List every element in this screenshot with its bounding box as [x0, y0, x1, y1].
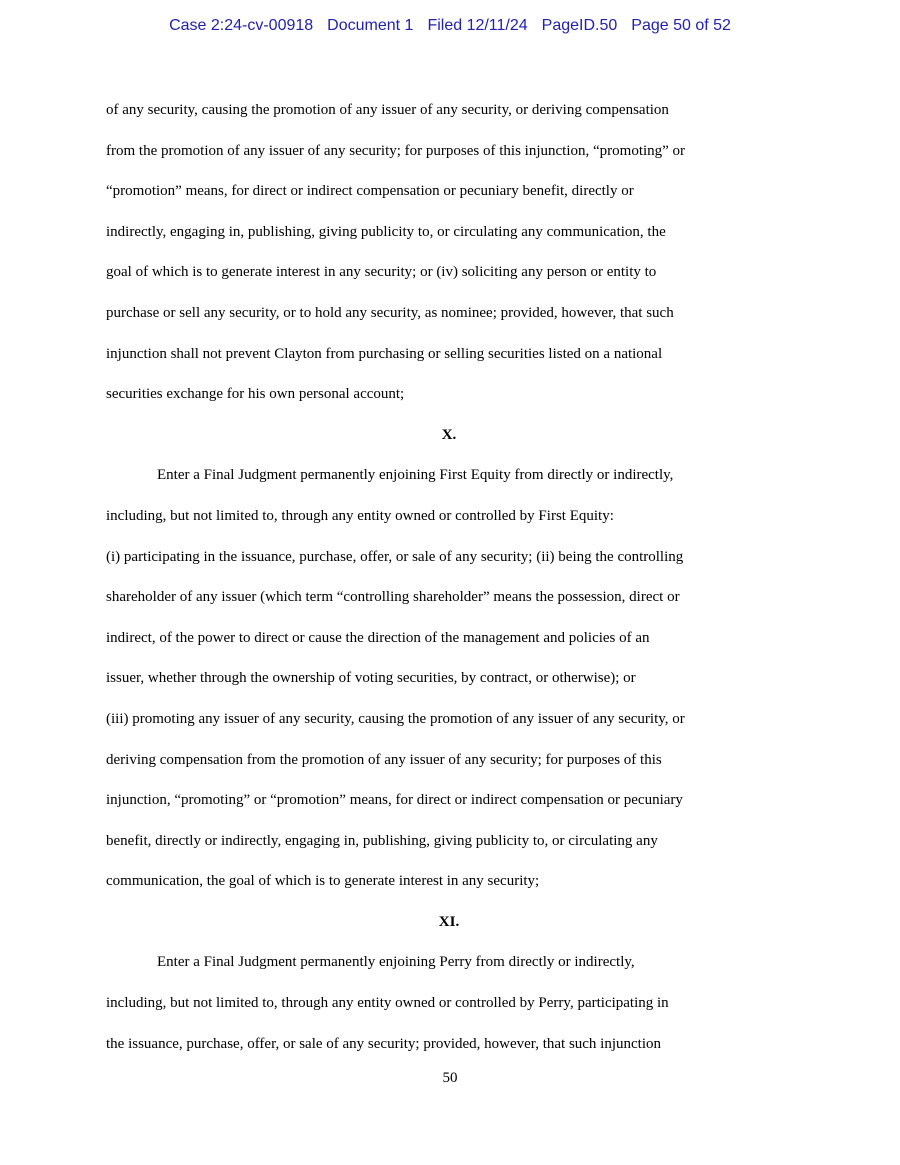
body-line: including, but not limited to, through any entity owned or controlled by First Equity: — [106, 507, 614, 524]
filed-date: Filed 12/11/24 — [427, 17, 528, 34]
body-line: the issuance, purchase, offer, or sale of any security; provided, however, that such injunction — [106, 1035, 662, 1052]
body-line: deriving compensation from the promotion of any issuer of any security; for purposes of this — [106, 751, 662, 768]
body-line: including, but not limited to, through any entity owned or controlled by Perry, participating in — [106, 995, 669, 1012]
body-line: injunction, “promoting” or “promotion” means, for direct or indirect compensation or pecuniary — [106, 792, 683, 809]
document-number: Document 1 — [327, 17, 414, 34]
body-line: Enter a Final Judgment permanently enjoining Perry from directly or indirectly, — [157, 954, 635, 971]
body-line: (iii) promoting any issuer of any security, causing the promotion of any issuer of any security, or — [106, 710, 685, 727]
page-id: PageID.50 — [541, 17, 618, 34]
body-line: from the promotion of any issuer of any security; for purposes of this injunction, “promoting” or — [106, 142, 686, 159]
body-line: securities exchange for his own personal account; — [106, 386, 405, 403]
body-line: goal of which is to generate interest in any security; or (iv) soliciting any person or entity to — [106, 264, 657, 281]
body-line: (i) participating in the issuance, purchase, offer, or sale of any security; (ii) being the controlling — [106, 548, 684, 565]
page-number: 50 — [442, 1070, 458, 1086]
body-line: injunction shall not prevent Clayton from purchasing or selling securities listed on a national — [106, 345, 663, 362]
body-line: purchase or sell any security, or to hold any security, as nominee; provided, however, that such — [106, 304, 674, 321]
body-line: indirect, of the power to direct or cause the direction of the management and policies of an — [106, 629, 650, 646]
page-count: Page 50 of 52 — [631, 17, 731, 34]
case-header — [0, 17, 900, 35]
section-heading: XI. — [438, 913, 460, 930]
body-line: indirectly, engaging in, publishing, giving publicity to, or circulating any communication, the — [106, 223, 666, 240]
section-heading: X. — [441, 426, 457, 443]
body-line: Enter a Final Judgment permanently enjoining First Equity from directly or indirectly, — [157, 467, 674, 484]
body-line: communication, the goal of which is to generate interest in any security; — [106, 873, 540, 890]
document-body — [106, 90, 792, 1064]
case-number: Case 2:24-cv-00918 — [169, 17, 314, 34]
body-line: shareholder of any issuer (which term “controlling shareholder” means the possession, direct or — [106, 589, 680, 606]
body-line: “promotion” means, for direct or indirect compensation or pecuniary benefit, directly or — [106, 183, 634, 200]
body-line: benefit, directly or indirectly, engaging in, publishing, giving publicity to, or circulating any — [106, 832, 658, 849]
body-line: issuer, whether through the ownership of voting securities, by contract, or otherwise); or — [106, 670, 636, 687]
body-line: of any security, causing the promotion of any issuer of any security, or deriving compensation — [106, 102, 669, 118]
